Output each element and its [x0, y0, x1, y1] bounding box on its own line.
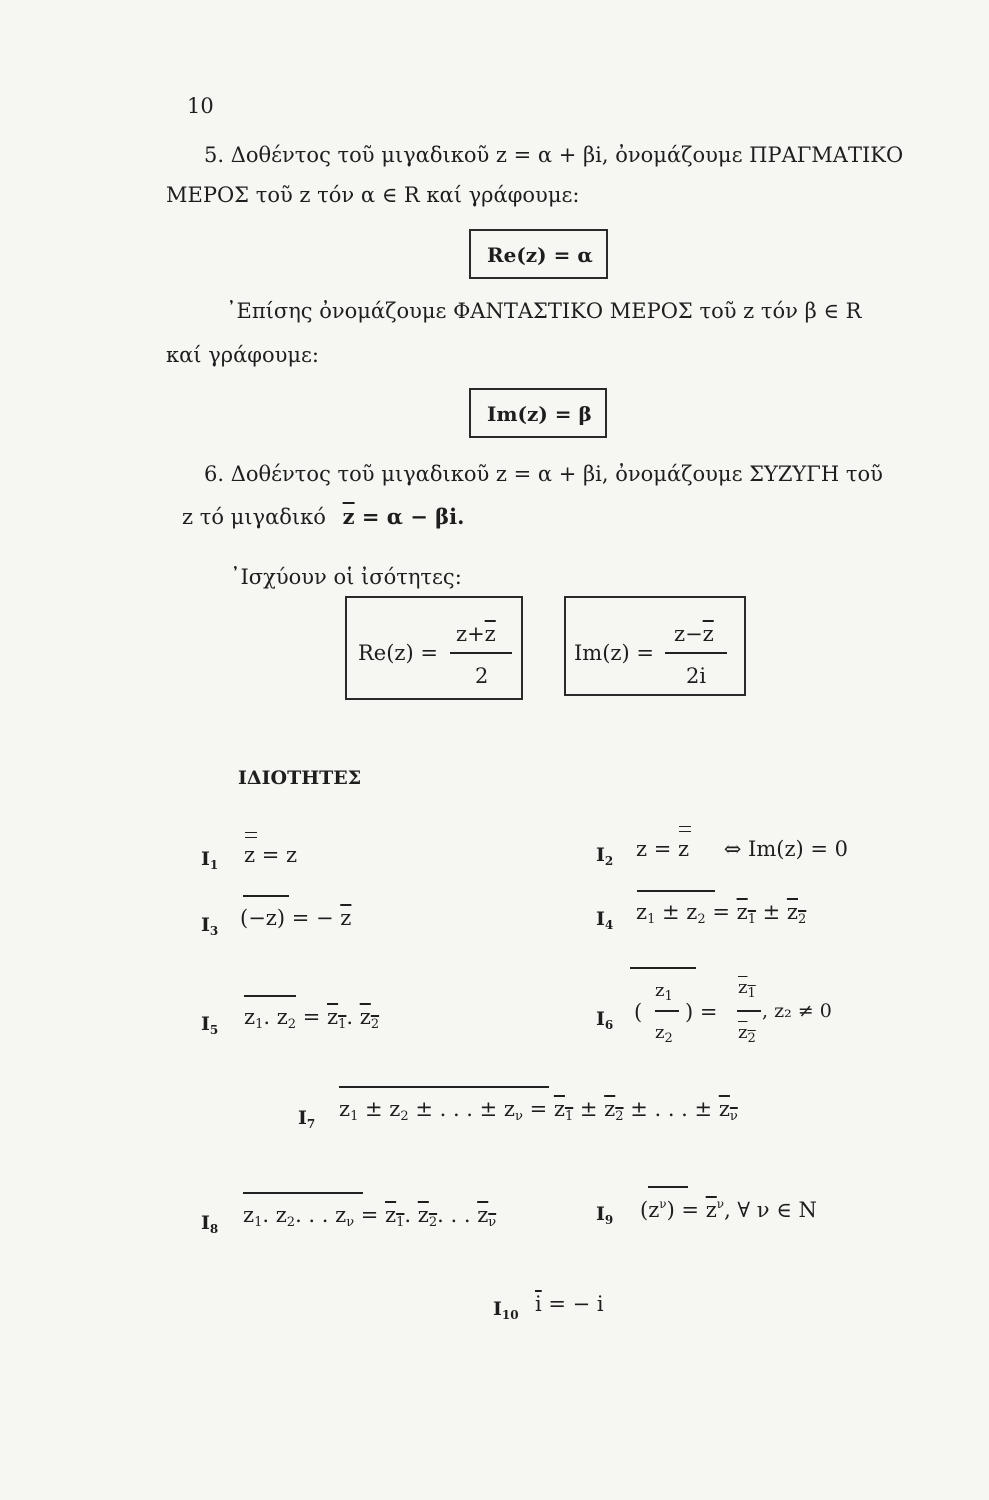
prop-I6-label: $I_6$	[596, 1008, 614, 1032]
prop-I6-close-eq: ) =	[685, 1000, 718, 1024]
prop-I6-open-paren: (	[634, 1000, 643, 1024]
prop-I10-formula: $\overline{i}$ = − i	[535, 1292, 604, 1316]
prop-I10-rhs: = − i	[541, 1292, 604, 1316]
im-formula-lhs: Im(z) =	[574, 641, 654, 665]
prop-I7-formula: $z_1 \pm z_2$ ± . . . ± $z_\nu = z_1 \pm z_2$ ± . . . ± $z_\nu$	[339, 1097, 738, 1124]
re-definition-text: Re(z) = α	[487, 243, 593, 267]
p6-conjugate-z: $\overline{z}$	[342, 504, 355, 529]
prop-I10-label: $I_{10}$	[493, 1298, 519, 1322]
properties-title: ΙΔΙΟΤΗΤΕΣ	[238, 767, 362, 789]
prop-I5-overbar	[244, 995, 296, 997]
re-formula-lhs: Re(z) =	[358, 641, 438, 665]
prop-I3-formula: (−z) = − $\overline{z}$	[240, 906, 352, 930]
prop-I9-overbar	[648, 1186, 688, 1188]
im-formula-numerator	[674, 622, 714, 646]
prop-I1-formula: z = z	[244, 843, 297, 867]
prop-I6-cond: , z₂ ≠ 0	[762, 1000, 832, 1022]
p6-line2-pre: z τό μιγαδικό	[182, 505, 326, 529]
im-definition-text: Im(z) = β	[487, 402, 592, 426]
im-formula-denominator: 2i	[686, 664, 707, 688]
prop-I3-overbar	[243, 895, 289, 897]
re-num-b: $\overline{z}$	[484, 622, 496, 646]
prop-I6-num: $z_1$	[655, 980, 673, 1004]
re-formula-denominator: 2	[475, 664, 489, 688]
prop-I8-formula: $z_1$. $z_2$. . . $z_\nu = z_1$. $z_2$. . . $z_\nu$	[243, 1203, 497, 1230]
prop-I6-den: $z_2$	[655, 1022, 673, 1046]
re-formula-numerator	[456, 622, 496, 646]
prop-I6-rnum: $z_1$	[738, 977, 756, 1001]
prop-I1-label: $I_1$	[201, 848, 219, 872]
prop-I2-formula: z = z ⇔ Im(z) = 0	[636, 837, 848, 861]
prop-I3-label: $I_3$	[201, 914, 219, 938]
p5-line3: ᾿Επίσης ὀνομάζουμε ΦΑΝΤΑΣΤΙΚΟ ΜΕΡΟΣ τοῦ z τόν β ∈ R	[226, 299, 862, 323]
prop-I8-overbar	[243, 1192, 363, 1194]
p5-line2: ΜΕΡΟΣ τοῦ z τόν α ∈ R καί γράφουμε:	[166, 183, 580, 207]
im-definition-box	[469, 388, 607, 438]
p6-line1: 6. Δοθέντος τοῦ μιγαδικοῦ z = α + βi, ὀνομάζουμε ΣΥΖΥΓΗ τοῦ	[204, 462, 883, 486]
im-num-b: $\overline{z}$	[702, 622, 714, 646]
p5-line1: 5. Δοθέντος τοῦ μιγαδικοῦ z = α + βi, ὀνομάζουμε ΠΡΑΓΜΑΤΙΚΟ	[204, 143, 904, 167]
prop-I7-overbar	[339, 1086, 549, 1088]
im-num-a: z−	[674, 622, 703, 646]
prop-I6-overbar	[630, 967, 696, 969]
re-fraction-bar	[450, 652, 512, 654]
p6-line2	[182, 504, 464, 529]
re-definition-box	[469, 229, 608, 279]
re-num-a: z+	[456, 622, 485, 646]
prop-I6-rbar	[737, 1010, 761, 1012]
prop-I2-tail: ⇔ Im(z) = 0	[723, 837, 849, 861]
prop-I4-formula: $z_1 \pm z_2 = z_1 \pm z_2$	[636, 900, 807, 927]
p6-line2-post: = α − βi.	[354, 504, 465, 529]
prop-I5-label: $I_5$	[201, 1013, 219, 1037]
p5-line4: καί γράφουμε:	[166, 343, 320, 367]
p6-line3: ᾿Ισχύουν οἱ ἰσότητες:	[230, 565, 462, 589]
prop-I9-tail: , ∀ ν ∈ N	[724, 1198, 817, 1222]
im-fraction-bar	[665, 652, 727, 654]
prop-I4-label: $I_4$	[596, 908, 614, 932]
prop-I8-label: $I_8$	[201, 1212, 219, 1236]
page-number: 10	[187, 94, 214, 118]
prop-I4-overbar	[637, 890, 715, 892]
prop-I2-label: $I_2$	[596, 844, 614, 868]
prop-I9-label: $I_9$	[596, 1203, 614, 1227]
prop-I9-formula: $(z^\nu) = \overline{z}^\nu$, ∀ ν ∈ N	[640, 1197, 817, 1222]
prop-I7-label: $I_7$	[298, 1107, 316, 1131]
prop-I5-formula: $z_1$. $z_2 = z_1$. $z_2$	[244, 1005, 380, 1032]
prop-I6-rden: $z_2$	[738, 1022, 756, 1046]
prop-I6-inner-bar	[655, 1010, 679, 1012]
